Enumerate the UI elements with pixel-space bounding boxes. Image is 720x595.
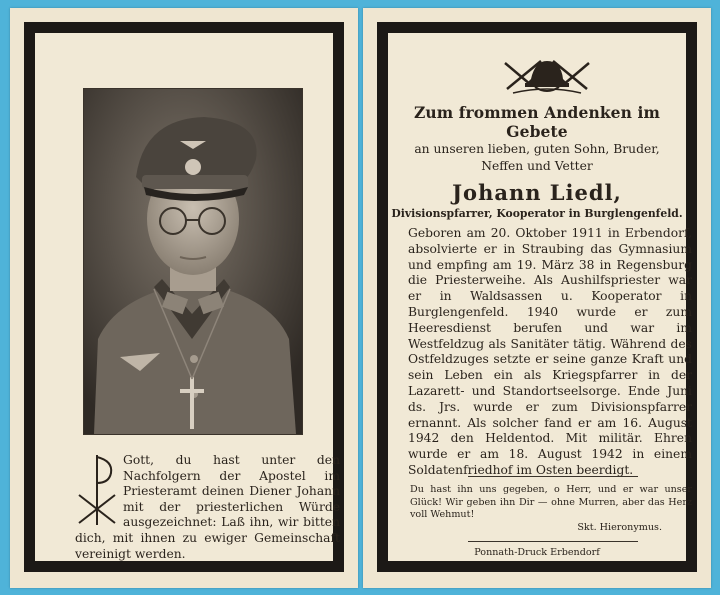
divider-bottom bbox=[468, 541, 638, 542]
prayer-body: Gott, du hast unter den Nachfolgern der Apostel im Priesteramt deinen Diener Johann mit der priesterlichen Würde ausgezeichnet: Laß ihn, wir bitten dich, mit ihnen zu ewiger Gemeinschaft vereinigt werden. bbox=[75, 453, 340, 561]
printer-credit: Ponnath-Druck Erbendorf bbox=[474, 547, 600, 558]
heading-block bbox=[388, 103, 686, 220]
helmet-emblem-icon bbox=[501, 55, 593, 95]
biography-text: Geboren am 20. Oktober 1911 in Erbendorf, absolvierte er in Straubing das Gymnasium und empfing am 19. März 38 in Regensburg die Priesterweihe. Als Aushilfspriester war er in Waldsassen u. Kooperator in Burglengenfeld. 1940 wurde er zum Heeresdienst berufen und war im Westfeldzug als Sanitäter tätig. Während des Ostfeldzuges setzte er seine ganze Kraft und sein Leben ein als Kriegspfarrer in der Lazarett- und Standortseelsorge. Ende Juni ds. Jrs. wurde er zum Divisionspfarrer ernannt. Als solcher fand er am 16. August 1942 den Heldentod. Mit militär. Ehren wurde er am 18. August 1942 in einem Soldatenfriedhof im Osten beerdigt. bbox=[408, 226, 692, 477]
portrait-photo bbox=[83, 88, 303, 435]
chi-rho-icon bbox=[75, 453, 123, 529]
right-card bbox=[363, 8, 711, 588]
deceased-name: Johann Liedl, bbox=[452, 180, 622, 206]
mourning-border-right bbox=[377, 22, 697, 572]
mourning-border-left bbox=[24, 22, 344, 572]
left-card bbox=[10, 8, 358, 588]
divider-top bbox=[468, 476, 638, 477]
intro-line-1: an unseren lieben, guten Sohn, Bruder, bbox=[414, 142, 660, 156]
deceased-role: Divisionspfarrer, Kooperator in Burglengenfeld. bbox=[391, 207, 683, 221]
intro-line-2: Neffen und Vetter bbox=[481, 158, 593, 173]
prayer-text bbox=[75, 453, 340, 562]
quote-attribution: Skt. Hieronymus. bbox=[577, 522, 662, 533]
quote-text: Du hast ihn uns gegeben, o Herr, und er war unser Glück! Wir geben ihn Dir — ohne Murren, aber das Herz voll Wehmut! bbox=[410, 484, 692, 521]
memorial-heading: Zum frommen Andenken im Gebete bbox=[413, 103, 660, 141]
